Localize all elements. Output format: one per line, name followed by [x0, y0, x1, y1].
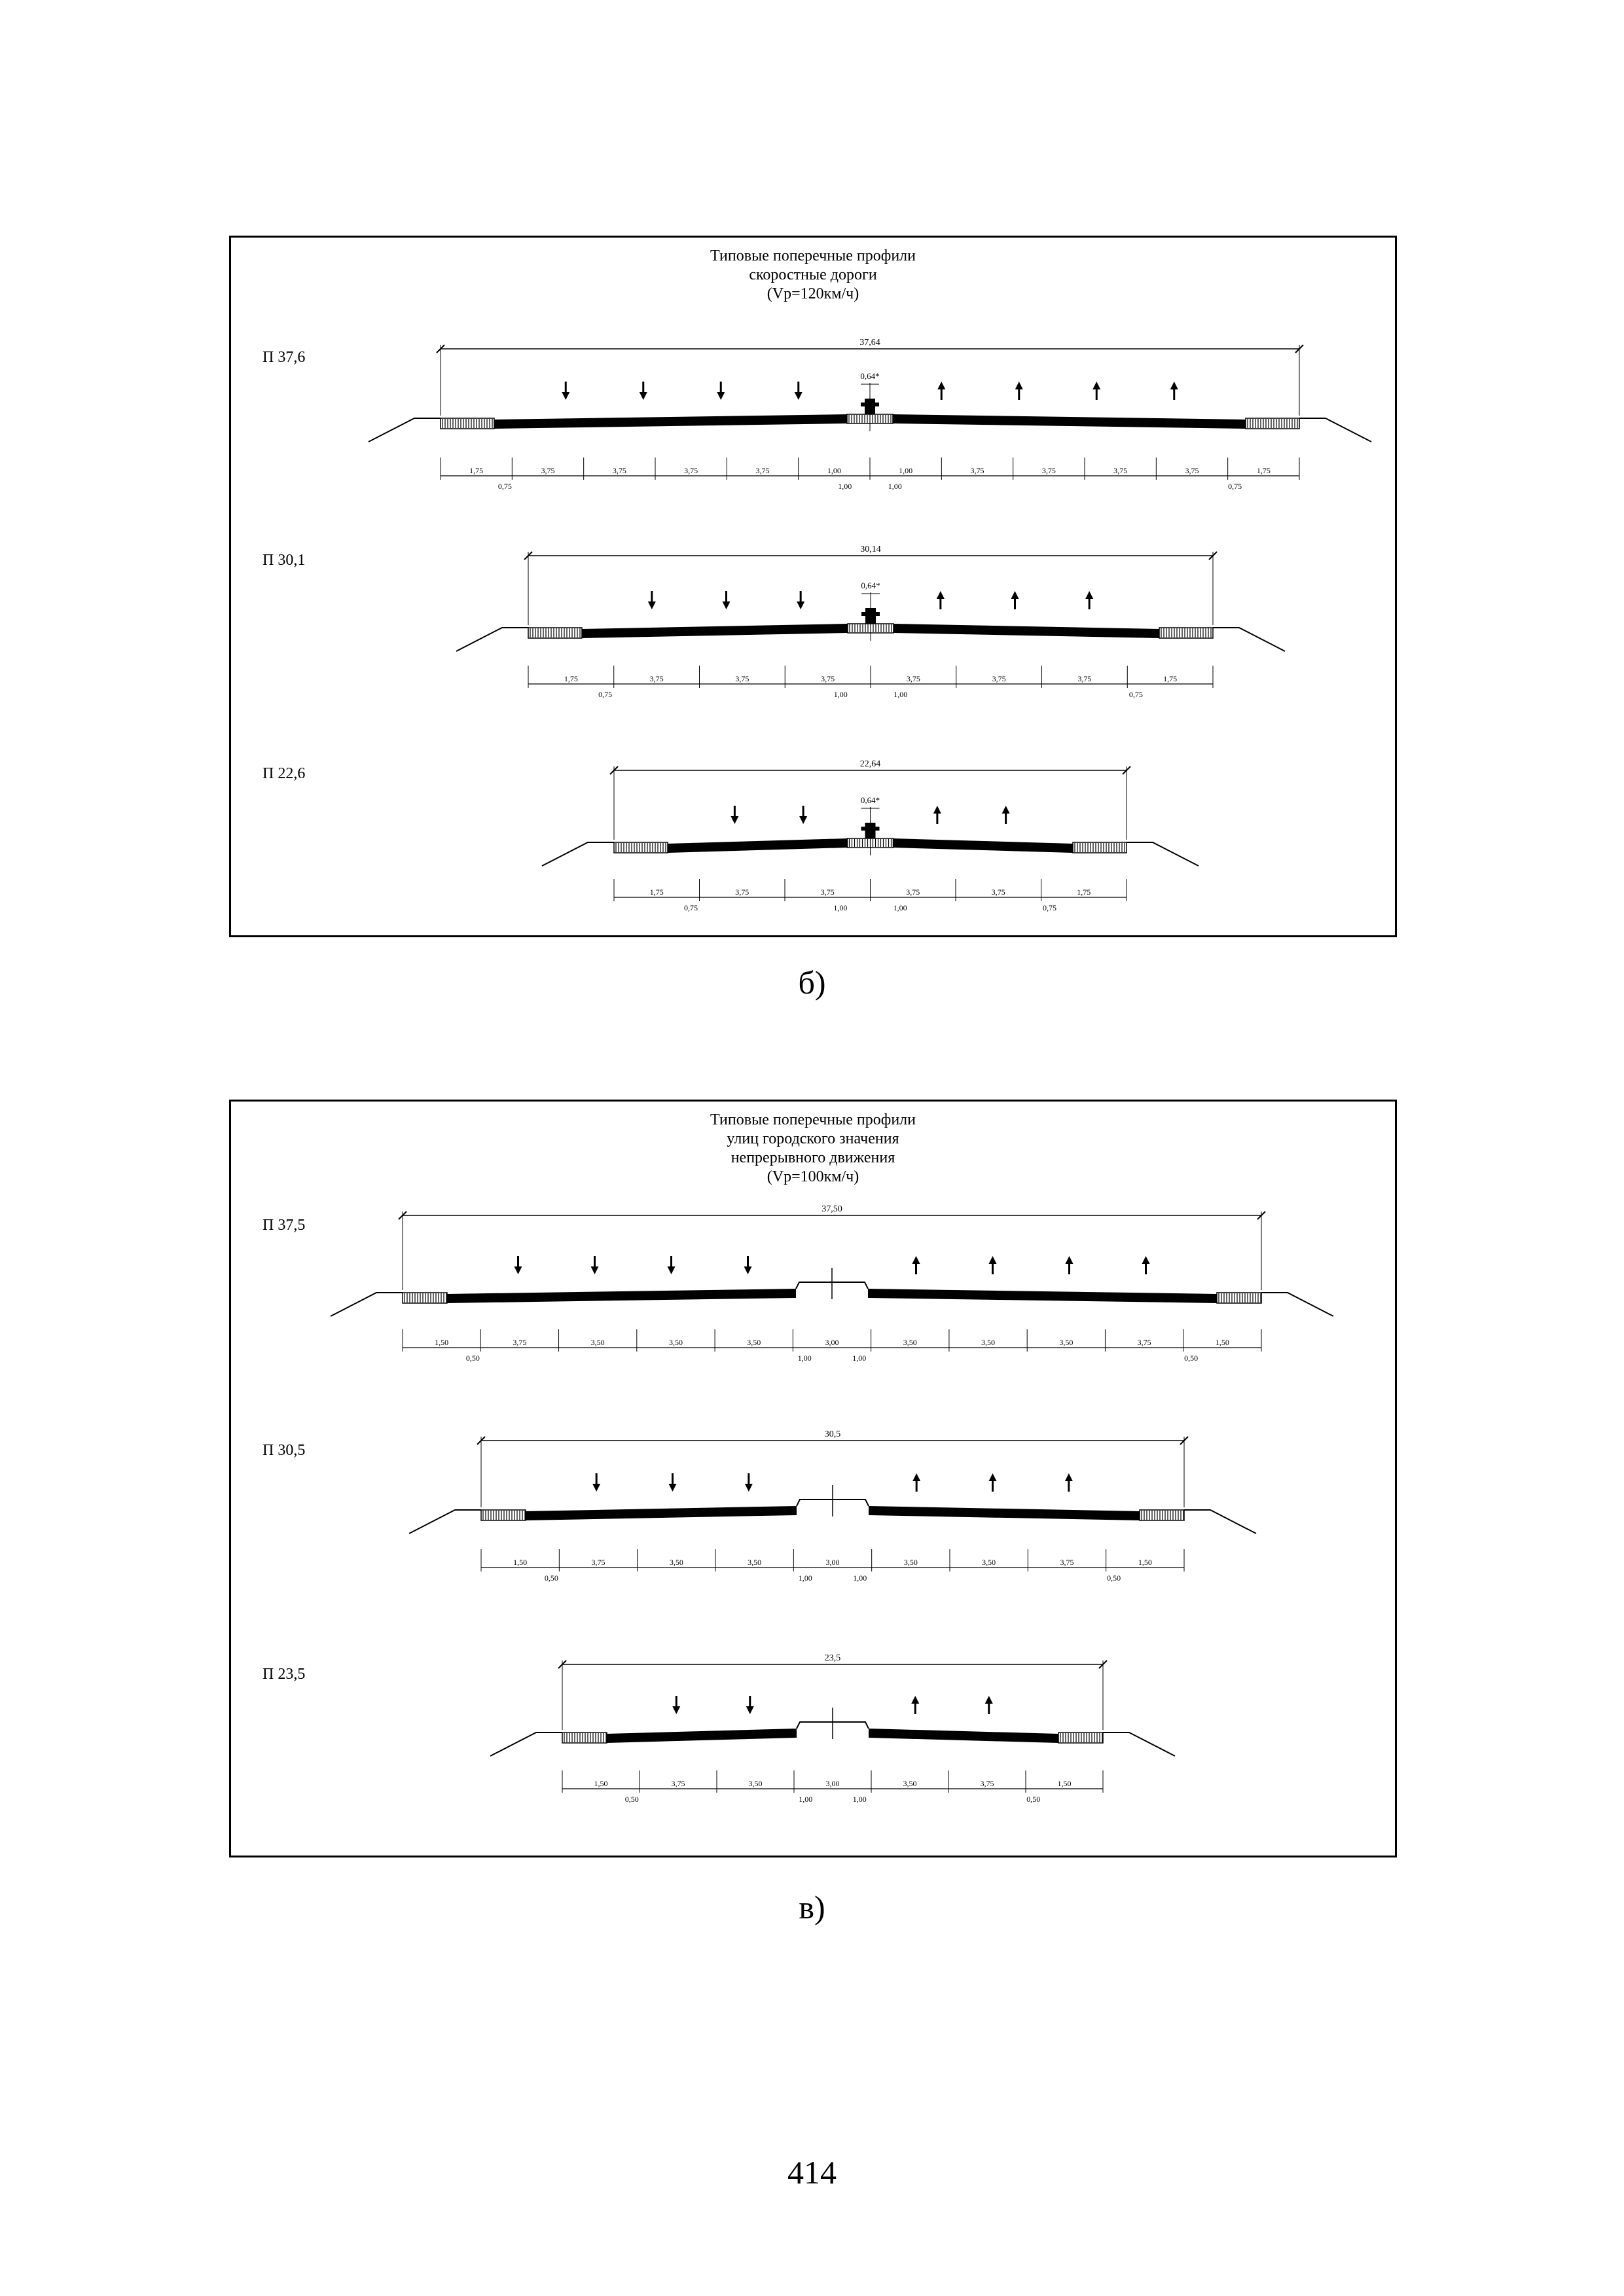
shoulder-hatch — [1073, 842, 1127, 853]
arrow-down-icon — [717, 382, 725, 400]
strip-width-label: 0,50 — [465, 1354, 480, 1363]
lane-width-label: 3,75 — [735, 888, 749, 897]
lane-width-label: 3,75 — [755, 466, 770, 475]
left-carriageway — [494, 414, 847, 429]
shoulder-strip — [441, 418, 494, 429]
arrow-head — [1170, 382, 1178, 389]
strip-width-label: 0,50 — [1184, 1354, 1199, 1363]
left-carriageway — [668, 838, 848, 853]
shoulder-strip — [1159, 628, 1213, 638]
shoulder-strip — [562, 1732, 607, 1743]
arrow-down-icon — [648, 591, 656, 609]
panel-v-title-line: Типовые поперечные профили — [710, 1111, 916, 1128]
arrow-head — [911, 1696, 919, 1704]
arrow-up-icon — [1142, 1256, 1150, 1274]
lane-width-label: 3,75 — [1041, 466, 1056, 475]
caption-b: б) — [798, 964, 826, 1001]
arrow-up-icon — [985, 1696, 993, 1714]
arrow-up-icon — [989, 1256, 997, 1274]
arrow-head — [1065, 1473, 1073, 1481]
lane-width-label: 3,75 — [1185, 466, 1199, 475]
left-slope — [542, 842, 614, 866]
diagram-panel-v — [229, 1100, 1397, 1857]
cross-section-profile — [262, 338, 1371, 491]
lane-width-label: 3,75 — [820, 888, 835, 897]
shoulder-strip — [1058, 1732, 1103, 1743]
left-slope — [409, 1510, 481, 1534]
arrow-head — [1142, 1256, 1150, 1264]
total-width-label: 37,50 — [821, 1204, 842, 1214]
arrow-head — [745, 1484, 753, 1492]
arrow-head — [669, 1484, 677, 1492]
lane-width-label: 3,50 — [981, 1338, 996, 1347]
arrow-up-icon — [937, 591, 945, 609]
arrow-head — [933, 806, 941, 814]
lane-width-label: 3,75 — [591, 1558, 605, 1567]
lane-width-label: 3,75 — [906, 888, 920, 897]
median-width-label: 0,64* — [861, 581, 880, 590]
left-carriageway — [582, 624, 848, 638]
lane-width-label: 3,50 — [747, 1338, 761, 1347]
right-slope — [1127, 842, 1199, 866]
panel-b-title-line: Типовые поперечные профили — [710, 247, 916, 264]
right-slope — [1213, 628, 1285, 651]
shoulder-hatch — [528, 628, 582, 638]
lane-width-label: 3,00 — [825, 1558, 840, 1567]
lane-width-label: 3,75 — [612, 466, 626, 475]
lane-width-label: 3,75 — [991, 888, 1005, 897]
arrow-down-icon — [745, 1473, 753, 1492]
strip-width-label: 1,00 — [838, 482, 852, 491]
shoulder-hatch — [481, 1510, 526, 1520]
strip-width-label: 1,00 — [799, 1795, 813, 1804]
strip-width-label: 1,00 — [853, 1573, 867, 1583]
lane-width-label: 3,50 — [590, 1338, 605, 1347]
lane-width-label: 3,00 — [825, 1779, 840, 1788]
lane-width-label: 3,75 — [906, 674, 920, 683]
lane-width-label: 3,50 — [748, 1779, 763, 1788]
right-carriageway — [893, 838, 1074, 853]
right-slope — [1103, 1732, 1175, 1756]
shoulder-strip — [481, 1510, 526, 1520]
lane-width-label: 3,50 — [982, 1558, 996, 1567]
arrow-up-icon — [989, 1473, 997, 1492]
median-width-label: 0,64* — [860, 795, 880, 805]
shoulder-hatch — [562, 1732, 607, 1743]
arrow-head — [562, 392, 569, 400]
arrow-down-icon — [797, 591, 804, 609]
lane-width-label: 3,50 — [668, 1338, 683, 1347]
arrow-up-icon — [912, 1473, 920, 1492]
total-width-label: 30,5 — [824, 1429, 841, 1439]
arrow-down-icon — [723, 591, 731, 609]
strip-width-label: 0,50 — [1026, 1795, 1041, 1804]
diagram-panel-b — [229, 236, 1397, 937]
arrow-head — [795, 392, 803, 400]
right-carriageway — [893, 624, 1159, 638]
arrow-head — [731, 816, 738, 824]
strip-width-label: 0,75 — [1128, 690, 1143, 699]
lane-width-label: 1,75 — [564, 674, 578, 683]
right-carriageway — [868, 1289, 1217, 1303]
right-slope — [1299, 418, 1371, 442]
arrow-up-icon — [1002, 806, 1010, 824]
lane-width-label: 1,75 — [1163, 674, 1178, 683]
cross-section-profile — [262, 1429, 1256, 1583]
left-slope — [331, 1293, 403, 1316]
total-width-label: 22,64 — [859, 759, 881, 769]
shoulder-strip — [1140, 1510, 1184, 1520]
profile-label: П 23,5 — [262, 1666, 306, 1683]
shoulder-strip — [1246, 418, 1299, 429]
arrow-down-icon — [592, 1473, 600, 1492]
shoulder-hatch — [614, 842, 668, 853]
profile-label: П 37,5 — [262, 1217, 306, 1234]
right-carriageway — [893, 414, 1246, 429]
arrow-down-icon — [640, 382, 647, 400]
panel-b-title-line: (Vp=120км/ч) — [767, 285, 859, 302]
profile-label: П 37,6 — [262, 349, 306, 366]
arrow-head — [1066, 1256, 1074, 1264]
arrow-up-icon — [1085, 591, 1093, 609]
arrow-down-icon — [669, 1473, 677, 1492]
arrow-head — [1015, 382, 1023, 389]
left-slope — [456, 628, 528, 651]
left-slope — [490, 1732, 562, 1756]
left-carriageway — [526, 1506, 797, 1520]
strip-width-label: 0,75 — [1043, 903, 1057, 912]
arrow-up-icon — [911, 1696, 919, 1714]
lane-width-label: 3,75 — [970, 466, 984, 475]
arrow-head — [912, 1256, 920, 1264]
strip-width-label: 0,50 — [1107, 1573, 1121, 1583]
lane-width-label: 3,00 — [825, 1338, 839, 1347]
lane-width-label: 3,75 — [1113, 466, 1128, 475]
page-number: 414 — [787, 2154, 837, 2191]
lane-width-label: 3,75 — [513, 1338, 527, 1347]
arrow-head — [797, 601, 804, 609]
panel-b-title-line: скоростные дороги — [749, 266, 877, 283]
arrow-down-icon — [744, 1256, 752, 1274]
strip-width-label: 1,00 — [852, 1795, 867, 1804]
arrow-head — [937, 591, 945, 599]
strip-width-label: 0,50 — [624, 1795, 639, 1804]
arrow-head — [746, 1706, 754, 1714]
arrow-down-icon — [795, 382, 803, 400]
arrow-down-icon — [672, 1696, 680, 1714]
lane-width-label: 1,50 — [1057, 1779, 1072, 1788]
lane-width-label: 1,75 — [649, 888, 664, 897]
lane-width-label: 3,50 — [1059, 1338, 1074, 1347]
cross-section-drawing-v — [231, 1102, 1395, 1856]
arrow-head — [648, 601, 656, 609]
arrow-down-icon — [562, 382, 569, 400]
shoulder-hatch — [1217, 1293, 1261, 1303]
lane-width-label: 1,50 — [594, 1779, 608, 1788]
cross-section-profile — [262, 1653, 1175, 1804]
strip-width-label: 0,50 — [544, 1573, 558, 1583]
arrow-up-icon — [912, 1256, 920, 1274]
lane-width-label: 3,50 — [903, 1558, 918, 1567]
arrow-head — [744, 1266, 752, 1274]
arrow-head — [989, 1473, 997, 1481]
lane-width-label: 1,50 — [513, 1558, 528, 1567]
lane-width-label: 3,50 — [669, 1558, 683, 1567]
arrow-up-icon — [1011, 591, 1019, 609]
caption-v: в) — [799, 1889, 825, 1926]
profile-label: П 30,5 — [262, 1442, 306, 1459]
arrow-down-icon — [746, 1696, 754, 1714]
arrow-head — [799, 816, 807, 824]
arrow-head — [1002, 806, 1010, 814]
lane-width-label: 1,75 — [1077, 888, 1091, 897]
strip-width-label: 0,75 — [683, 903, 698, 912]
arrow-head — [672, 1706, 680, 1714]
shoulder-hatch — [441, 418, 494, 429]
arrow-up-icon — [1015, 382, 1023, 400]
lane-width-label: 3,75 — [1137, 1338, 1151, 1347]
shoulder-hatch — [1159, 628, 1213, 638]
arrow-down-icon — [591, 1256, 599, 1274]
arrow-head — [591, 1266, 599, 1274]
arrow-up-icon — [1170, 382, 1178, 400]
right-carriageway — [869, 1729, 1058, 1743]
profile-label: П 30,1 — [262, 552, 306, 569]
cross-section-profile — [262, 1204, 1333, 1363]
median-width-label: 0,64* — [860, 371, 880, 381]
left-carriageway — [447, 1289, 796, 1303]
arrow-head — [640, 392, 647, 400]
lane-width-label: 3,75 — [735, 674, 749, 683]
lane-width-label: 1,00 — [899, 466, 913, 475]
lane-width-label: 3,50 — [903, 1338, 917, 1347]
lane-width-label: 3,75 — [684, 466, 698, 475]
arrow-head — [592, 1484, 600, 1492]
panel-v-title-line: улиц городского значения — [727, 1130, 899, 1147]
arrow-up-icon — [1092, 382, 1100, 400]
lane-width-label: 3,75 — [541, 466, 555, 475]
lane-width-label: 3,75 — [1077, 674, 1092, 683]
arrow-down-icon — [668, 1256, 676, 1274]
arrow-head — [1092, 382, 1100, 389]
arrow-head — [937, 382, 945, 389]
strip-width-label: 1,00 — [797, 1354, 812, 1363]
right-slope — [1261, 1293, 1333, 1316]
lane-width-label: 1,50 — [435, 1338, 449, 1347]
arrow-down-icon — [731, 806, 738, 824]
left-slope — [369, 418, 441, 442]
lane-width-label: 1,75 — [1256, 466, 1271, 475]
shoulder-hatch — [403, 1293, 447, 1303]
lane-width-label: 3,75 — [649, 674, 664, 683]
strip-width-label: 1,00 — [833, 690, 848, 699]
cross-section-drawing-b — [231, 238, 1395, 935]
shoulder-hatch — [1058, 1732, 1103, 1743]
lane-width-label: 1,00 — [827, 466, 841, 475]
cross-section-profile — [262, 545, 1285, 699]
arrow-up-icon — [933, 806, 941, 824]
cross-section-profile — [262, 759, 1199, 912]
arrow-head — [1085, 591, 1093, 599]
right-carriageway — [869, 1506, 1140, 1520]
arrow-head — [723, 601, 731, 609]
arrow-down-icon — [514, 1256, 522, 1274]
shoulder-strip — [1217, 1293, 1261, 1303]
strip-width-label: 1,00 — [798, 1573, 812, 1583]
lane-width-label: 3,50 — [903, 1779, 917, 1788]
shoulder-strip — [1073, 842, 1127, 853]
shoulder-hatch — [1246, 418, 1299, 429]
strip-width-label: 0,75 — [598, 690, 613, 699]
profile-label: П 22,6 — [262, 765, 306, 782]
total-width-label: 23,5 — [824, 1653, 841, 1663]
strip-width-label: 0,75 — [1228, 482, 1242, 491]
panel-v-title-line: (Vp=100км/ч) — [767, 1168, 859, 1185]
arrow-up-icon — [1065, 1473, 1073, 1492]
lane-width-label: 1,50 — [1138, 1558, 1152, 1567]
strip-width-label: 1,00 — [893, 690, 908, 699]
shoulder-hatch — [1140, 1510, 1184, 1520]
shoulder-strip — [614, 842, 668, 853]
lane-width-label: 3,75 — [980, 1779, 994, 1788]
lane-width-label: 1,75 — [469, 466, 484, 475]
arrow-head — [1011, 591, 1019, 599]
left-carriageway — [607, 1729, 797, 1743]
right-slope — [1184, 1510, 1256, 1534]
total-width-label: 37,64 — [859, 338, 880, 348]
lane-width-label: 3,50 — [748, 1558, 762, 1567]
lane-width-label: 1,50 — [1215, 1338, 1229, 1347]
shoulder-strip — [403, 1293, 447, 1303]
total-width-label: 30,14 — [860, 545, 881, 554]
lane-width-label: 3,75 — [992, 674, 1006, 683]
lane-width-label: 3,75 — [1060, 1558, 1074, 1567]
arrow-down-icon — [799, 806, 807, 824]
strip-width-label: 1,00 — [893, 903, 907, 912]
arrow-up-icon — [937, 382, 945, 400]
strip-width-label: 1,00 — [888, 482, 902, 491]
strip-width-label: 1,00 — [852, 1354, 867, 1363]
arrow-up-icon — [1066, 1256, 1074, 1274]
strip-width-label: 0,75 — [497, 482, 512, 491]
arrow-head — [668, 1266, 676, 1274]
lane-width-label: 3,75 — [821, 674, 835, 683]
panel-v-title-line: непрерывного движения — [731, 1149, 895, 1166]
arrow-head — [717, 392, 725, 400]
arrow-head — [989, 1256, 997, 1264]
shoulder-strip — [528, 628, 582, 638]
arrow-head — [912, 1473, 920, 1481]
lane-width-label: 3,75 — [671, 1779, 685, 1788]
arrow-head — [514, 1266, 522, 1274]
arrow-head — [985, 1696, 993, 1704]
strip-width-label: 1,00 — [833, 903, 848, 912]
